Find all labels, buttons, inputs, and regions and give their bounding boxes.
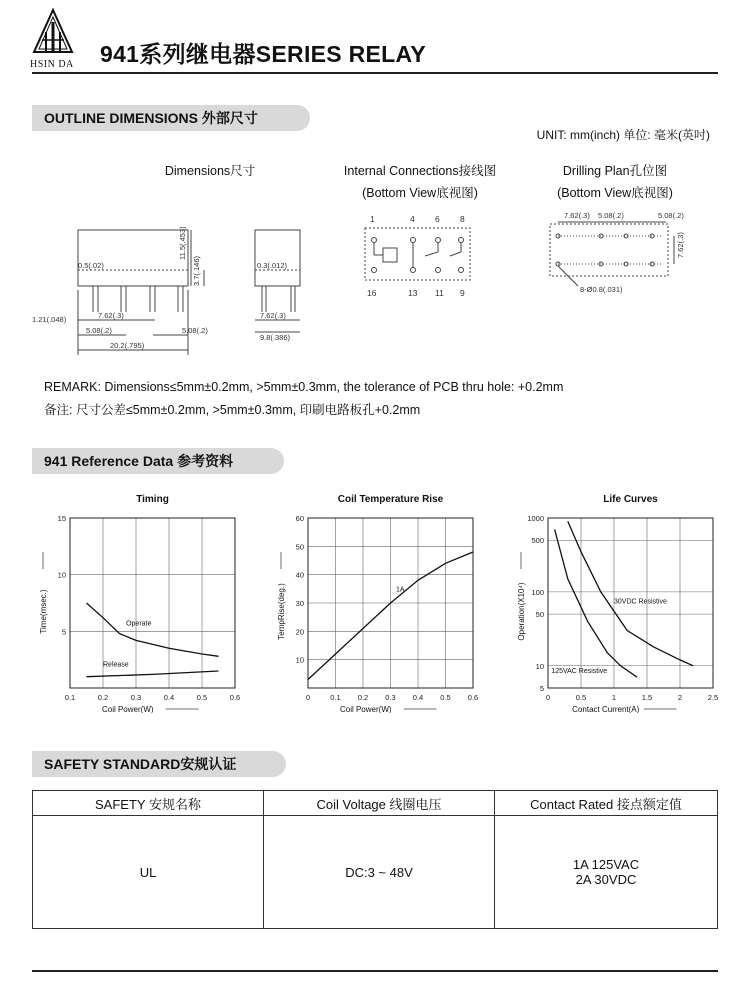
chart-title: Timing	[136, 494, 169, 505]
remark-english: REMARK: Dimensions≤5mm±0.2mm, >5mm±0.3mm, the tolerance of PCB thru hole: +0.2mm	[44, 380, 564, 394]
internal-caption: Internal Connections接线图	[343, 164, 497, 178]
dim-label: 0.3(.012)	[257, 261, 288, 270]
x-tick-label: 0	[305, 693, 311, 702]
y-tick-label: 15	[57, 514, 66, 523]
coil-temperature-chart	[268, 488, 488, 713]
dim-label: 7.62(.3)	[98, 311, 124, 320]
section-reference-heading: 941 Reference Data 参考资料	[32, 448, 284, 474]
series-line	[87, 603, 219, 656]
drilling-subcaption: (Bottom View底视图)	[557, 186, 673, 200]
x-tick-label: 1.5	[641, 693, 653, 702]
company-logo	[32, 8, 74, 58]
dim-label: 20.2(.795)	[110, 341, 145, 350]
y-tick-label: 1000	[527, 514, 544, 523]
y-axis-label: Operation(X10⁴)	[517, 582, 526, 641]
timing-chart	[30, 488, 245, 713]
y-tick-label: 40	[295, 570, 304, 580]
y-tick-label: 20	[295, 627, 304, 637]
drill-dim: 7.62(.3)	[676, 232, 685, 258]
series-label: 125VAC Resistive	[551, 667, 608, 675]
y-tick-label: 5	[539, 684, 544, 693]
dim-label: 11.5(.453)	[178, 226, 187, 260]
chart-title: Coil Temperature Rise	[337, 494, 444, 505]
section-safety-heading: SAFETY STANDARD安规认证	[32, 751, 286, 777]
unit-label: UNIT: mm(inch) 单位: 毫米(英吋)	[536, 128, 710, 142]
pin-label: 1	[370, 214, 375, 224]
x-tick-label: 2.5	[707, 693, 719, 702]
contact-rated-value	[495, 816, 718, 929]
x-tick-label: 0.6	[229, 693, 241, 702]
pin-label: 16	[367, 288, 377, 298]
series-label: Release	[103, 661, 129, 669]
voltage-col-header: Coil Voltage 线圈电压	[264, 791, 495, 816]
x-tick-label: 0.6	[467, 693, 479, 702]
dim-label: 0.5(.02)	[78, 261, 104, 270]
section-outline-heading: OUTLINE DIMENSIONS 外部尺寸	[32, 105, 310, 131]
series-label: Operate	[126, 620, 152, 628]
drill-dim: 5.08(.2)	[598, 211, 624, 220]
internal-connections-diagram	[355, 212, 495, 302]
dimensions-caption: Dimensions尺寸	[164, 164, 256, 178]
contact-rating-line: 2A 30VDC	[575, 872, 637, 887]
remark-chinese: 备注: 尺寸公差≤5mm±0.2mm, >5mm±0.3mm, 印刷电路板孔+0.2mm	[44, 403, 421, 417]
internal-subcaption: (Bottom View底视图)	[362, 186, 478, 200]
x-tick-label: 0.5	[575, 693, 587, 702]
x-axis-label: Coil Power(W)	[339, 705, 392, 713]
y-tick-label: 50	[535, 610, 544, 620]
x-tick-label: 0.4	[412, 693, 424, 702]
x-axis-label: Coil Power(W)	[101, 705, 154, 713]
series-label: 1A	[396, 586, 405, 594]
y-tick-label: 100	[531, 587, 544, 597]
footer-divider	[32, 970, 718, 972]
safety-standard-value: UL	[33, 816, 264, 929]
x-tick-label: 0.5	[196, 693, 208, 702]
x-axis-label: Contact Current(A)	[572, 705, 640, 713]
page-title: 941系列继电器SERIES RELAY	[100, 41, 426, 67]
y-axis-label: Time(msec.)	[39, 589, 48, 634]
y-tick-label: 30	[295, 599, 304, 608]
y-tick-label: 10	[295, 655, 304, 665]
life-curves-chart	[508, 488, 723, 713]
y-tick-label: 5	[61, 627, 66, 637]
x-tick-label: 0.2	[97, 693, 109, 702]
pin-label: 6	[435, 214, 440, 224]
contact-col-header: Contact Rated 接点额定值	[495, 791, 718, 816]
x-tick-label: 0.4	[163, 693, 175, 702]
safety-col-header: SAFETY 安规名称	[33, 791, 264, 816]
dim-label: 3.7(.146)	[192, 255, 201, 286]
y-tick-label: 10	[57, 570, 66, 580]
dim-label: 1.21(.048)	[32, 315, 67, 324]
x-tick-label: 0.5	[440, 693, 451, 702]
x-tick-label: 1	[611, 693, 617, 702]
x-tick-label: 0.2	[357, 693, 369, 702]
series-line	[87, 671, 219, 677]
x-tick-label: 2	[677, 693, 683, 702]
dim-label: 7.62(.3)	[260, 311, 286, 320]
drill-dim: 8-Ø0.8(.031)	[580, 285, 623, 294]
x-tick-label: 0.1	[64, 693, 76, 702]
series-label: 30VDC Resistive	[614, 598, 667, 606]
dimensions-drawing	[28, 220, 328, 360]
pin-label: 4	[410, 214, 415, 224]
chart-title: Life Curves	[603, 494, 658, 505]
x-tick-label: 0.3	[385, 693, 396, 702]
dim-label: 5.08(.2)	[86, 326, 112, 335]
drilling-caption: Drilling Plan孔位图	[562, 164, 668, 178]
x-tick-label: 0.1	[330, 693, 341, 702]
y-tick-label: 10	[535, 661, 544, 671]
drill-dim: 7.62(.3)	[564, 211, 590, 220]
drill-dim: 5.08(.2)	[658, 211, 684, 220]
series-line	[568, 521, 693, 665]
pin-label: 13	[408, 288, 418, 298]
dim-label: 9.8(.386)	[260, 333, 291, 342]
plot-frame	[70, 518, 235, 688]
x-tick-label: 0.3	[130, 693, 142, 702]
y-axis-label: TempRise(deg.)	[277, 583, 286, 640]
pin-label: 8	[460, 214, 465, 224]
coil-voltage-value: DC:3 ~ 48V	[264, 816, 495, 929]
header-divider	[32, 72, 718, 74]
y-tick-label: 50	[295, 542, 304, 552]
logo-text: HSIN DA	[30, 59, 74, 70]
x-tick-label: 0	[545, 693, 551, 702]
dim-label: 5.08(.2)	[182, 326, 208, 335]
contact-rating-line: 1A 125VAC	[572, 857, 640, 872]
y-tick-label: 60	[295, 514, 304, 523]
pin-label: 11	[435, 288, 444, 298]
y-tick-label: 500	[531, 536, 544, 546]
pin-label: 9	[460, 288, 465, 298]
drilling-plan-diagram	[538, 206, 698, 301]
safety-table	[32, 790, 718, 929]
